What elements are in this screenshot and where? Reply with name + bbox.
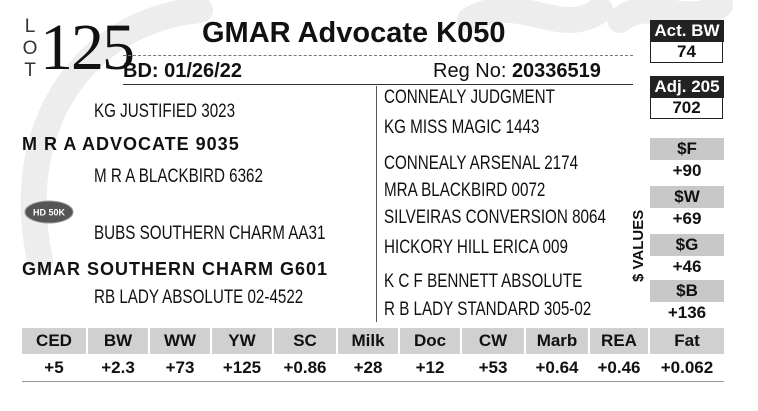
- epd-head-marb: Marb: [526, 328, 588, 354]
- dollar-b-label: $B: [650, 280, 724, 302]
- lot-number: 125: [40, 11, 133, 84]
- birth-date-label: BD:: [123, 60, 159, 82]
- dollar-b-value: +136: [667, 303, 707, 322]
- epd-value-ced: +5: [44, 358, 64, 377]
- epd-value-cw: +53: [478, 358, 508, 377]
- birth-date-value: 01/26/22: [164, 60, 242, 82]
- pedigree-dam: GMAR SOUTHERN CHARM G601: [22, 259, 329, 279]
- dollar-g-label: $G: [650, 234, 724, 256]
- pedigree-ggp-2: KG MISS MAGIC 1443: [384, 117, 540, 138]
- epd-head-fat: Fat: [650, 328, 724, 354]
- epd-head-sc: SC: [274, 328, 336, 354]
- title-divider: [123, 55, 633, 56]
- header-underline: [123, 84, 633, 85]
- adj-205-label: Adj. 205: [650, 76, 724, 98]
- pedigree-ggp-1: CONNEALY JUDGMENT: [384, 87, 555, 108]
- pedigree-ggp-5: SILVEIRAS CONVERSION 8064: [384, 207, 606, 228]
- pedigree-dam-sire: BUBS SOUTHERN CHARM AA31: [94, 223, 326, 244]
- epd-value-milk: +28: [353, 358, 383, 377]
- lot-letter-t: T: [24, 60, 36, 81]
- pedigree-dam-dam: RB LADY ABSOLUTE 02-4522: [94, 287, 304, 308]
- epd-value-yw: +125: [222, 358, 262, 377]
- pedigree-ggp-3: CONNEALY ARSENAL 2174: [384, 153, 579, 174]
- dollar-values-text: $ VALUES: [630, 209, 647, 282]
- dollar-g-value: +46: [672, 257, 702, 276]
- birth-date: [123, 58, 242, 84]
- dollar-f-label: $F: [650, 138, 724, 160]
- lot-letter-o: O: [22, 38, 38, 59]
- actual-bw-label: Act. BW: [650, 20, 724, 42]
- reg-value: 20336519: [511, 60, 601, 82]
- epd-value-fat: +0.062: [660, 358, 714, 377]
- epd-head-bw: BW: [88, 328, 148, 354]
- pedigree-ggp-7: K C F BENNETT ABSOLUTE: [384, 271, 583, 292]
- pedigree-ggp-4: MRA BLACKBIRD 0072: [384, 180, 546, 201]
- epd-head-yw: YW: [212, 328, 272, 354]
- epd-head-cw: CW: [462, 328, 524, 354]
- epd-value-sc: +0.86: [283, 358, 327, 377]
- dollar-values-axis-label: [626, 184, 650, 284]
- hd50k-badge-icon: [24, 200, 74, 224]
- lot-letter-l: L: [24, 16, 36, 37]
- dollar-w-value: +69: [672, 209, 702, 228]
- adj-205-value: 702: [650, 98, 723, 119]
- pedigree-sire: M R A ADVOCATE 9035: [22, 134, 240, 154]
- epd-bottom-rule: [22, 381, 724, 382]
- registration-number: [433, 58, 601, 84]
- epd-head-milk: Milk: [338, 328, 398, 354]
- dollar-f-value: +90: [672, 161, 702, 180]
- epd-head-ww: WW: [150, 328, 210, 354]
- epd-head-rea: REA: [590, 328, 648, 354]
- epd-value-ww: +73: [165, 358, 195, 377]
- pedigree-divider: [376, 86, 377, 322]
- epd-value-bw: +2.3: [101, 358, 135, 377]
- pedigree-sire-dam: M R A BLACKBIRD 6362: [94, 166, 263, 187]
- pedigree-ggp-6: HICKORY HILL ERICA 009: [384, 237, 568, 258]
- dollar-w-label: $W: [650, 186, 724, 208]
- animal-name-title: GMAR Advocate K050: [202, 17, 506, 49]
- actual-bw-value: 74: [650, 42, 723, 63]
- epd-value-doc: +12: [415, 358, 445, 377]
- epd-value-rea: +0.46: [597, 358, 641, 377]
- epd-head-ced: CED: [22, 328, 86, 354]
- reg-label: Reg No:: [433, 60, 507, 82]
- badge-text: HD 50K: [32, 207, 66, 218]
- epd-head-doc: Doc: [400, 328, 460, 354]
- pedigree-ggp-8: R B LADY STANDARD 305-02: [384, 299, 592, 320]
- lot-label: [22, 16, 38, 82]
- pedigree-sire-sire: KG JUSTIFIED 3023: [94, 101, 236, 122]
- epd-value-marb: +0.64: [535, 358, 579, 377]
